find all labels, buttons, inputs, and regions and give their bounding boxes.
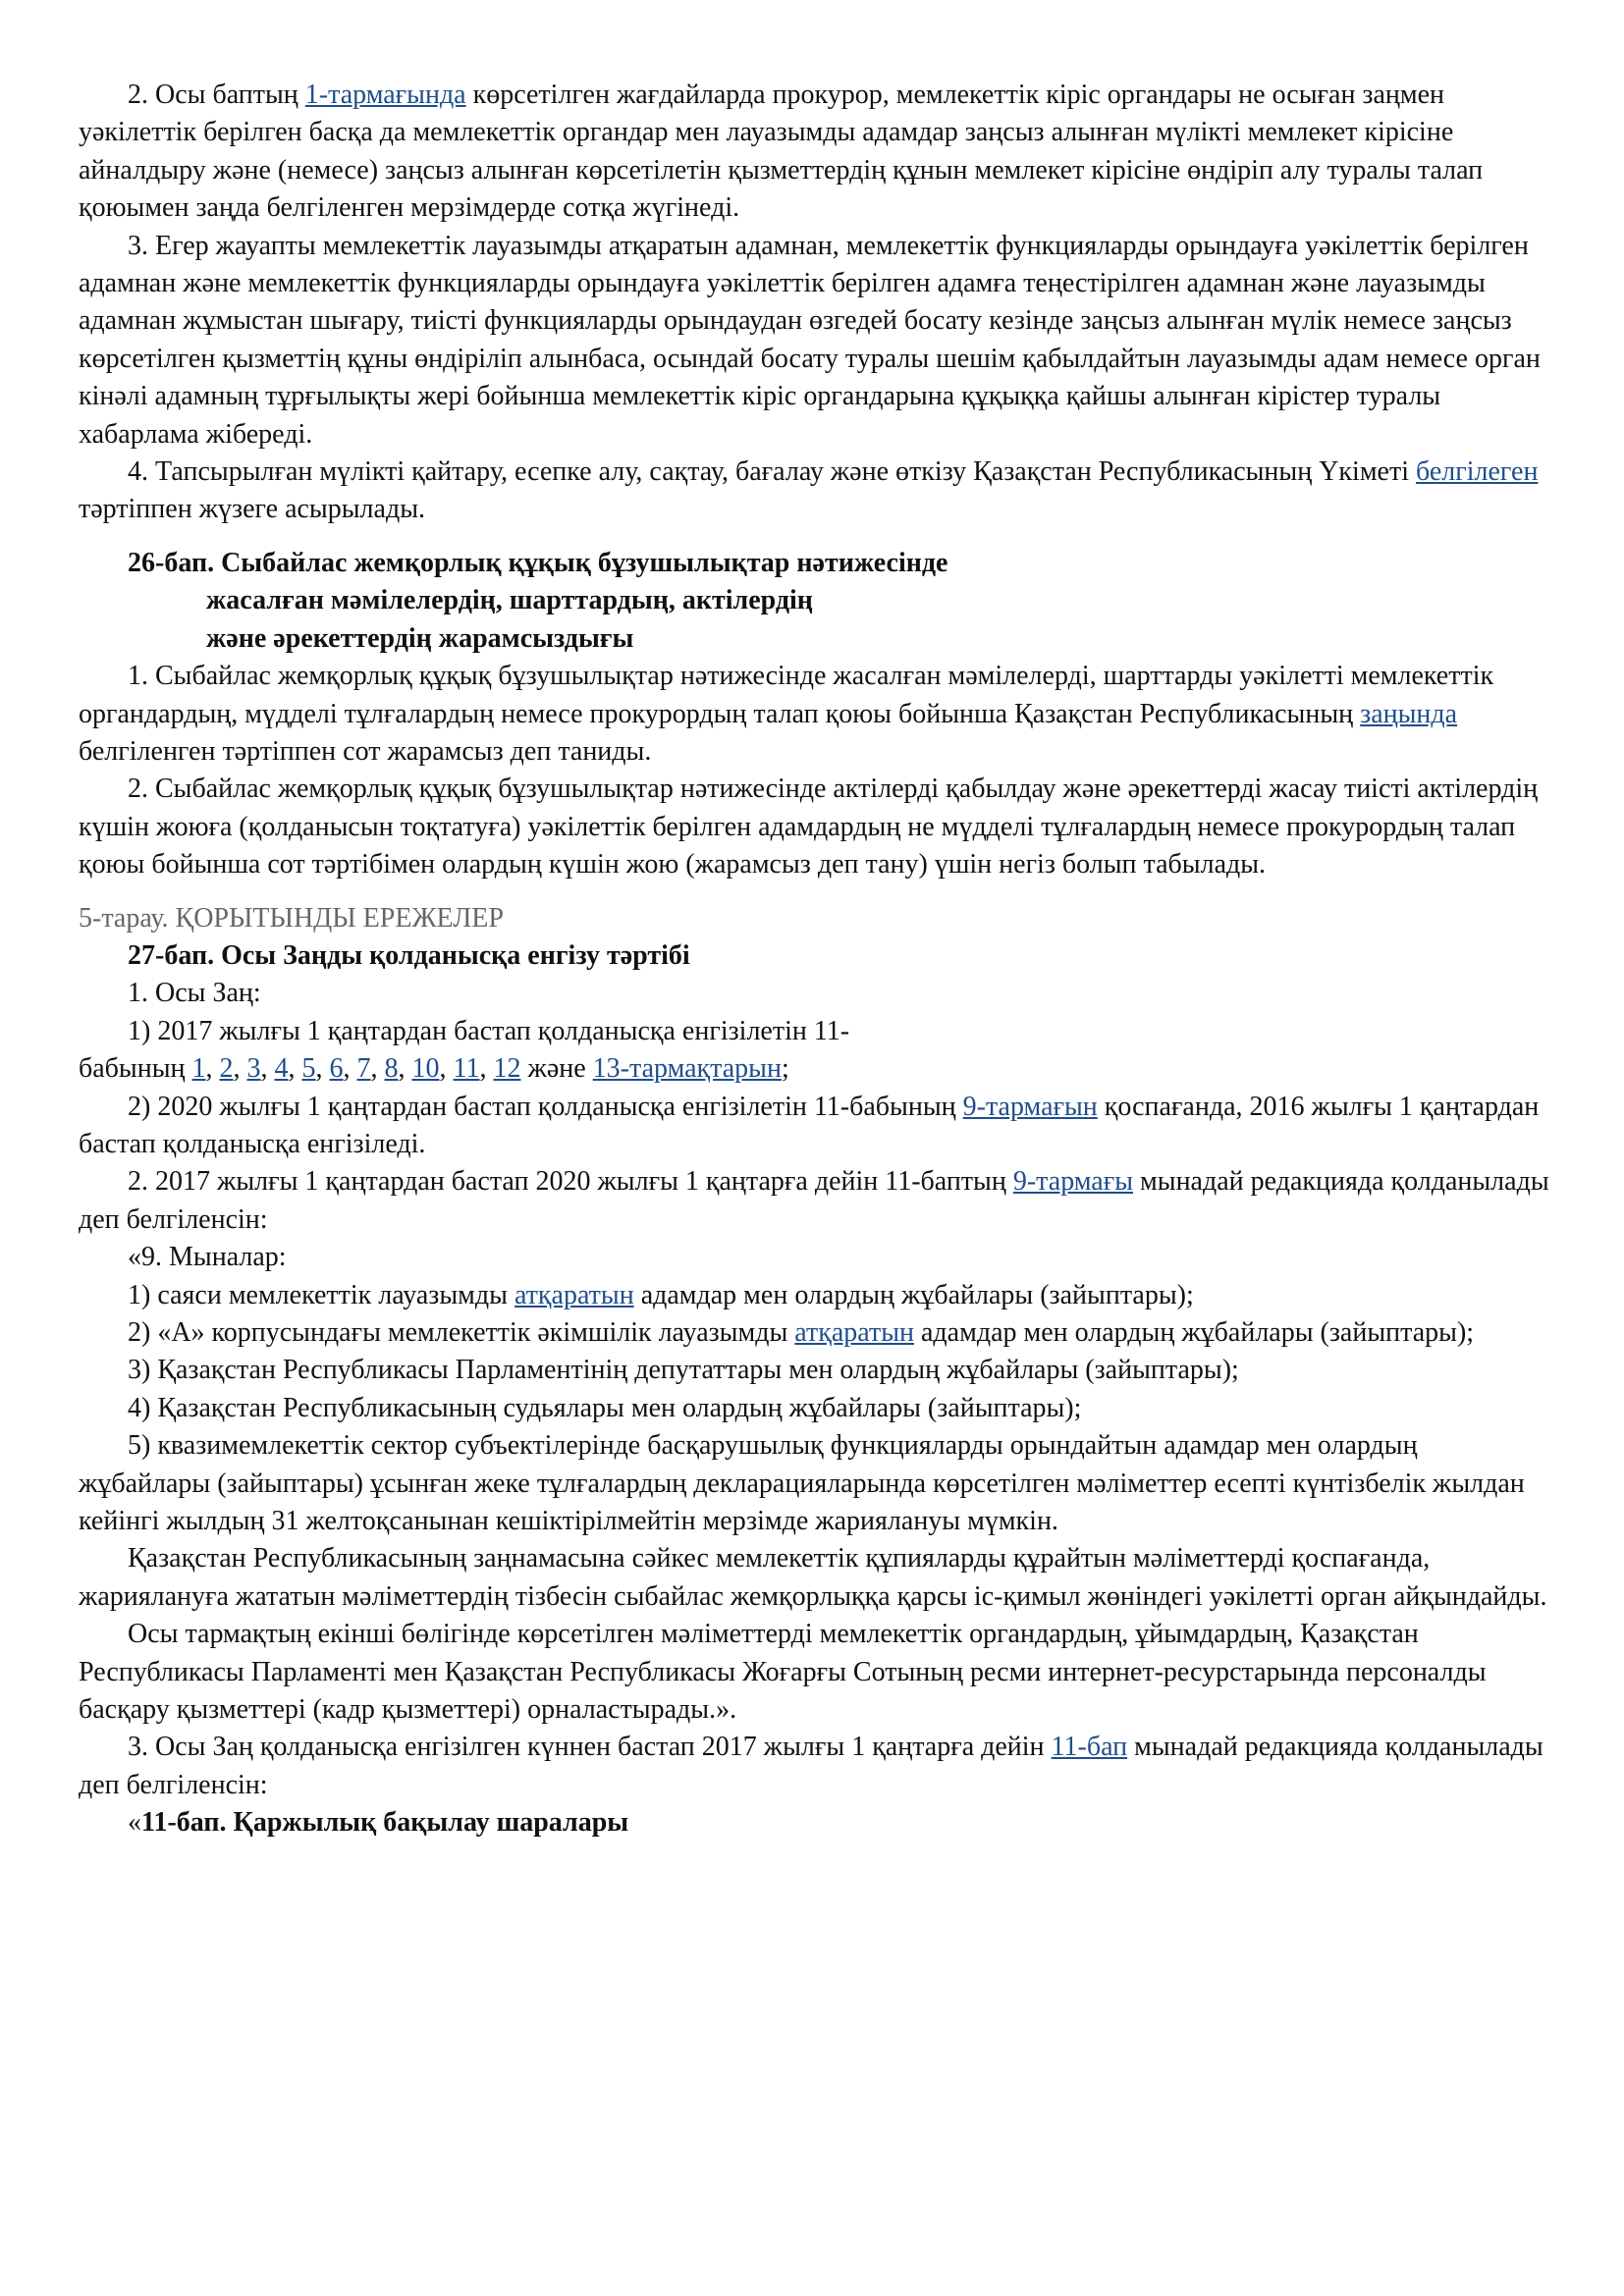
link-item-4[interactable]: 4	[274, 1053, 289, 1085]
paragraph-art27-item1-sub2: 2) 2020 жылғы 1 қаңтардан бастап қолданысқа енгізілетін 11-бабының 9-тармағын қоспағанда, 2016 жылғы 1 қаңтардан бастап қолданысқа енгізіледі.	[79, 1091, 1540, 1159]
link-1-tarmagynda[interactable]: 1-тармағында	[304, 80, 466, 110]
quote-sub1: 1) саяси мемлекеттік лауазымды атқаратын адамдар мен олардың жұбайлары (зайыптары);	[128, 1279, 1194, 1310]
link-11-bap[interactable]: 11-бап	[1051, 1732, 1128, 1763]
link-separator: ,	[260, 1053, 275, 1085]
link-item-2[interactable]: 2	[219, 1053, 234, 1085]
paragraph-art25-item3: 3. Егер жауапты мемлекеттік лауазымды атқаратын адамнан, мемлекеттік функцияларды орындауға уәкілеттік берілген адамнан және мемлекеттік функцияларды орындауға уәкілеттік берілген адамға теңестірілген адамнан және лауазымды адамнан жұмыстан шығару, тиісті функцияларды орындаудан өзгедей босату кезінде заңсыз алынған мүлік немесе заңсыз көрсетілген қызметтің құны өндіріліп алынбаса, осындай босату туралы шешім қабылдайтын лауазымды адам немесе орган кінәлі адамның тұрғылықты жері бойынша мемлекеттік кіріс органдарына құқыққа қайшы алынған кірістер туралы хабарлама жібереді.	[79, 230, 1541, 450]
paragraph-art25-item2: 2. Осы баптың 1-тармағында көрсетілген жағдайларда прокурор, мемлекеттік кіріс органдары не осыған заңмен уәкілеттік берілген басқа да мемлекеттік органдар мен лауазымды адамдар заңсыз алынған мүлікті мемлекет кірісіне айналдыру және (немесе) заңсыз алынған көрсетілетін қызметтердің құнын мемлекет кірісіне өндіріп алу туралы талап қоюымен заңда белгіленген мерзімдерде сотқа жүгінеді.	[79, 80, 1484, 224]
article-27-heading: 27-бап. Осы Заңды қолданысқа енгізу тәртібі	[128, 939, 690, 971]
link-item-11[interactable]: 11	[453, 1053, 480, 1085]
link-separator: ,	[370, 1053, 385, 1085]
link-belgilegen[interactable]: белгілеген	[1415, 456, 1539, 488]
link-item-7[interactable]: 7	[356, 1053, 371, 1085]
document-page	[79, 77, 1551, 1842]
link-atqaratyn-1[interactable]: атқаратын	[514, 1279, 634, 1310]
link-13-tarmaktaryn[interactable]: 13-тармақтарын	[592, 1053, 782, 1085]
link-separator: ,	[205, 1053, 220, 1085]
link-item-10[interactable]: 10	[411, 1053, 440, 1085]
link-item-1[interactable]: 1	[191, 1053, 206, 1085]
link-zanynda[interactable]: заңында	[1360, 698, 1458, 729]
link-atqaratyn-2[interactable]: атқаратын	[794, 1317, 914, 1348]
link-separator: ,	[479, 1053, 494, 1085]
article-26-heading-line1: 26-бап. Сыбайлас жемқорлық құқық бұзушылықтар нәтижесінде	[128, 547, 948, 578]
link-item-12[interactable]: 12	[493, 1053, 521, 1085]
link-item-5[interactable]: 5	[301, 1053, 316, 1085]
paragraph-art25-item4: 4. Тапсырылған мүлікті қайтару, есепке алу, сақтау, бағалау және өткізу Қазақстан Республикасының Үкіметі белгілеген тәртіппен жүзеге асырылады.	[79, 456, 1539, 525]
link-9-tarmagy[interactable]: 9-тармағы	[1012, 1166, 1134, 1198]
link-separator: ,	[439, 1053, 454, 1085]
quote-paragraph-1: Қазақстан Республикасының заңнамасына сәйкес мемлекеттік құпияларды құрайтын мәліметтерді қоспағанда, жариялануға жататын мәліметтердің тізбесін сыбайлас жемқорлыққа қарсы іс-қимыл жөніндегі уәкілетті орган айқындайды.	[79, 1543, 1547, 1612]
quote-item-9: «9. Мыналар:	[128, 1242, 287, 1273]
link-separator: ,	[398, 1053, 412, 1085]
paragraph-art26-item2: 2. Сыбайлас жемқорлық құқық бұзушылықтар нәтижесінде актілерді қабылдау және әрекеттерді жасау тиісті актілердің күшін жоюға (қолданысын тоқтатуға) уәкілеттік берілген адамдардың не мүдделі тұлғалардың немесе прокурордың талап қоюы бойынша сот тәртібімен олардың күшін жою (жарамсыз деп тану) үшін негіз болып табылады.	[79, 774, 1539, 881]
paragraph-art27-item1: 1. Осы Заң:	[128, 978, 261, 1009]
quote-sub5: 5) квазимемлекеттік сектор субъектілерінде басқарушылық функцияларды орындайтын адамдар мен олардың жұбайлары (зайыптары) ұсынған жеке тұлғалардың декларацияларында көрсетілген мәліметтер есепті күнтізбелік жылдан кейінгі жылдың 31 желтоқсанынан кешіктірілмейтін мерзімде жариялануы мүмкін.	[79, 1430, 1525, 1537]
link-item-3[interactable]: 3	[246, 1053, 261, 1085]
paragraph-art26-item1: 1. Сыбайлас жемқорлық құқық бұзушылықтар нәтижесінде жасалған мәмілелерді, шарттарды уәкілетті мемлекеттік органдардың, мүдделі тұлғалардың немесе прокурордың талап қоюы бойынша Қазақстан Республикасының заңында белгіленген тәртіппен сот жарамсыз деп таниды.	[79, 661, 1494, 767]
quote-paragraph-2: Осы тармақтың екінші бөлігінде көрсетілген мәліметтерді мемлекеттік органдардың, ұйымдардың, Қазақстан Республикасы Парламенті мен Қазақстан Республикасы Жоғарғы Сотының ресми интернет-ресурстарында персоналды басқару қызметтері (кадр қызметтері) орналастырады.».	[79, 1619, 1487, 1726]
article-26-heading	[79, 545, 1551, 658]
article-26-heading-line3: және әрекеттердің жарамсыздығы	[206, 622, 634, 654]
link-item-6[interactable]: 6	[329, 1053, 344, 1085]
quote-sub3: 3) Қазақстан Республикасы Парламентінің депутаттары мен олардың жұбайлары (зайыптары);	[128, 1355, 1239, 1386]
link-separator: ,	[343, 1053, 357, 1085]
quote-sub4: 4) Қазақстан Республикасының судьялары мен олардың жұбайлары (зайыптары);	[128, 1392, 1082, 1423]
quote-sub2: 2) «А» корпусындағы мемлекеттік әкімшілік лауазымды атқаратын адамдар мен олардың жұбайлары (зайыптары);	[128, 1317, 1475, 1348]
section-5-title: 5-тарау. ҚОРЫТЫНДЫ ЕРЕЖЕЛЕР	[79, 902, 504, 934]
paragraph-art27-item2: 2. 2017 жылғы 1 қаңтардан бастап 2020 жылғы 1 қаңтарға дейін 11-баптың 9-тармағы мынадай редакцияда қолданылады деп белгіленсін:	[79, 1166, 1549, 1235]
paragraph-art27-item1-sub1: 1) 2017 жылғы 1 қаңтардан бастап қолданысқа енгізілетін 11- бабының 1, 2, 3, 4, 5, 6, 7, 8, 10, 11, 12 және 13-тармақтарын;	[79, 1015, 850, 1085]
link-separator: ,	[315, 1053, 330, 1085]
quote-article-11-heading: «11-бап. Қаржылық бақылау шаралары	[128, 1807, 629, 1839]
link-separator: ,	[288, 1053, 302, 1085]
paragraph-art27-item3: 3. Осы Заң қолданысқа енгізілген күннен бастап 2017 жылғы 1 қаңтарға дейін 11-бап мынадай редакцияда қолданылады деп белгіленсін:	[79, 1732, 1543, 1800]
link-item-8[interactable]: 8	[384, 1053, 399, 1085]
article-26-heading-line2: жасалған мәмілелердің, шарттардың, актілердің	[206, 585, 813, 616]
link-9-tarmagyn[interactable]: 9-тармағын	[962, 1091, 1098, 1122]
link-separator: ,	[233, 1053, 247, 1085]
article-11-item-links	[192, 1053, 521, 1084]
